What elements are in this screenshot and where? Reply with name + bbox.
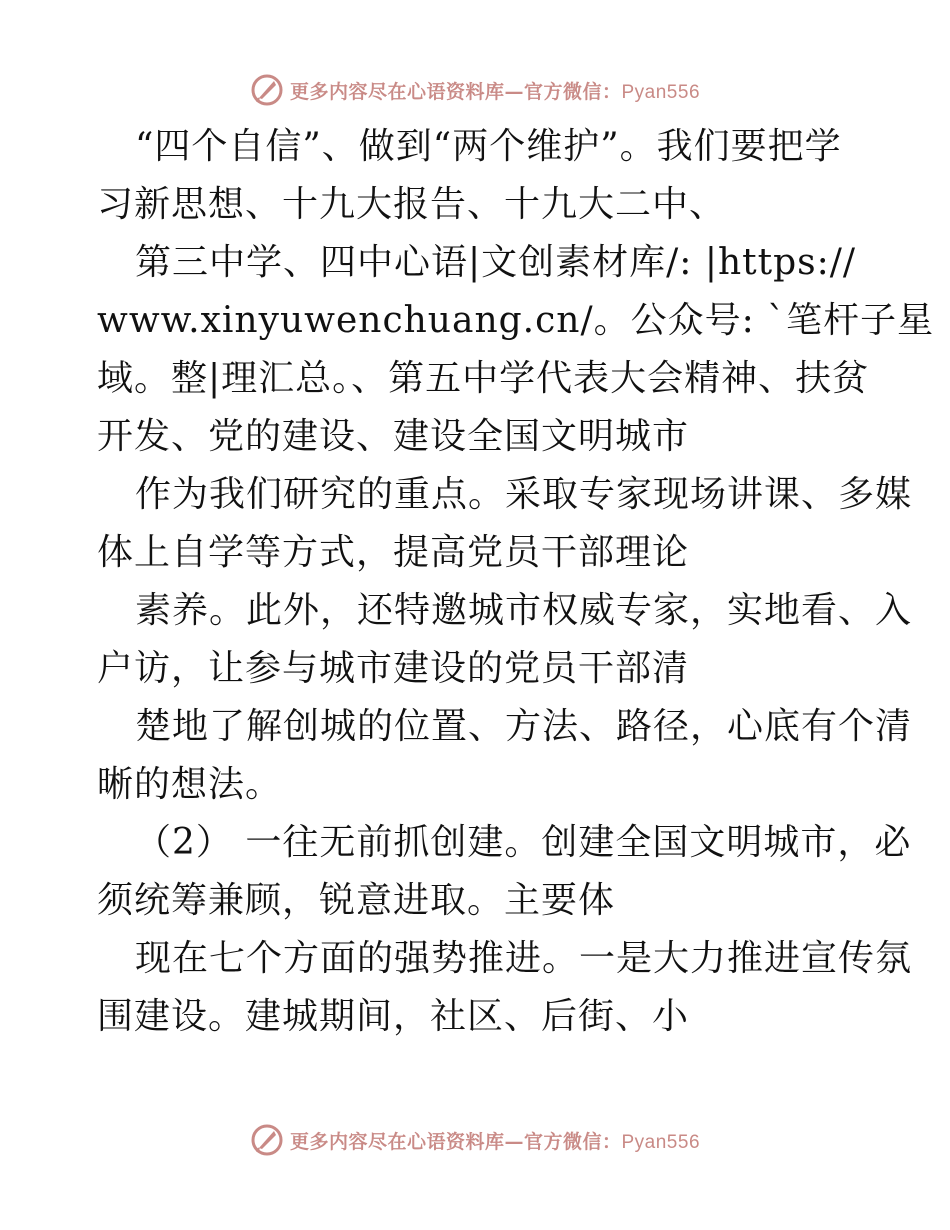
text-line: www.xinyuwenchuang.cn/。公众号: `笔杆子星 [97, 300, 935, 341]
header-wechat-id: Pyan556 [621, 81, 701, 103]
text-line: 楚地了解创城的位置、方法、路径，心底有个清 [135, 706, 913, 747]
text-line: 围建设。建城期间，社区、后街、小 [97, 996, 690, 1037]
header-watermark-text: 更多内容尽在心语资料库—官方微信：Pyan556 [289, 80, 701, 103]
footer-watermark-text: 更多内容尽在心语资料库—官方微信：Pyan556 [289, 1130, 701, 1153]
header-watermark-banner [0, 70, 950, 110]
feather-pen-logo-icon [250, 1123, 284, 1157]
text-line: 体上自学等方式，提高党员干部理论 [97, 532, 690, 573]
text-line: 现在七个方面的强势推进。一是大力推进宣传氛 [135, 938, 913, 979]
footer-wechat-id: Pyan556 [621, 1131, 701, 1153]
text-line: 习新思想、十九大报告、十九大二中、 [97, 184, 727, 225]
text-line: 素养。此外，还特邀城市权威专家，实地看、入 [135, 590, 913, 631]
text-line: 晰的想法。 [97, 764, 283, 805]
text-line: （2） 一往无前抓创建。创建全国文明城市，必 [135, 822, 912, 863]
text-line: 须统筹兼顾，锐意进取。主要体 [97, 880, 616, 921]
feather-pen-logo-icon [250, 73, 284, 107]
text-line: 第三中学、四中心语|文创素材库/: |https:// [135, 242, 856, 283]
document-body [97, 118, 935, 1046]
text-line: “四个自信”、做到“两个维护”。我们要把学 [135, 126, 842, 167]
text-line: 作为我们研究的重点。采取专家现场讲课、多媒 [135, 474, 913, 515]
footer-watermark-banner [0, 1120, 950, 1160]
text-line: 域。整|理汇总。、第五中学代表大会精神、扶贫 [97, 358, 870, 399]
text-line: 户访，让参与城市建设的党员干部清 [97, 648, 690, 689]
text-line: 开发、党的建设、建设全国文明城市 [97, 416, 690, 457]
